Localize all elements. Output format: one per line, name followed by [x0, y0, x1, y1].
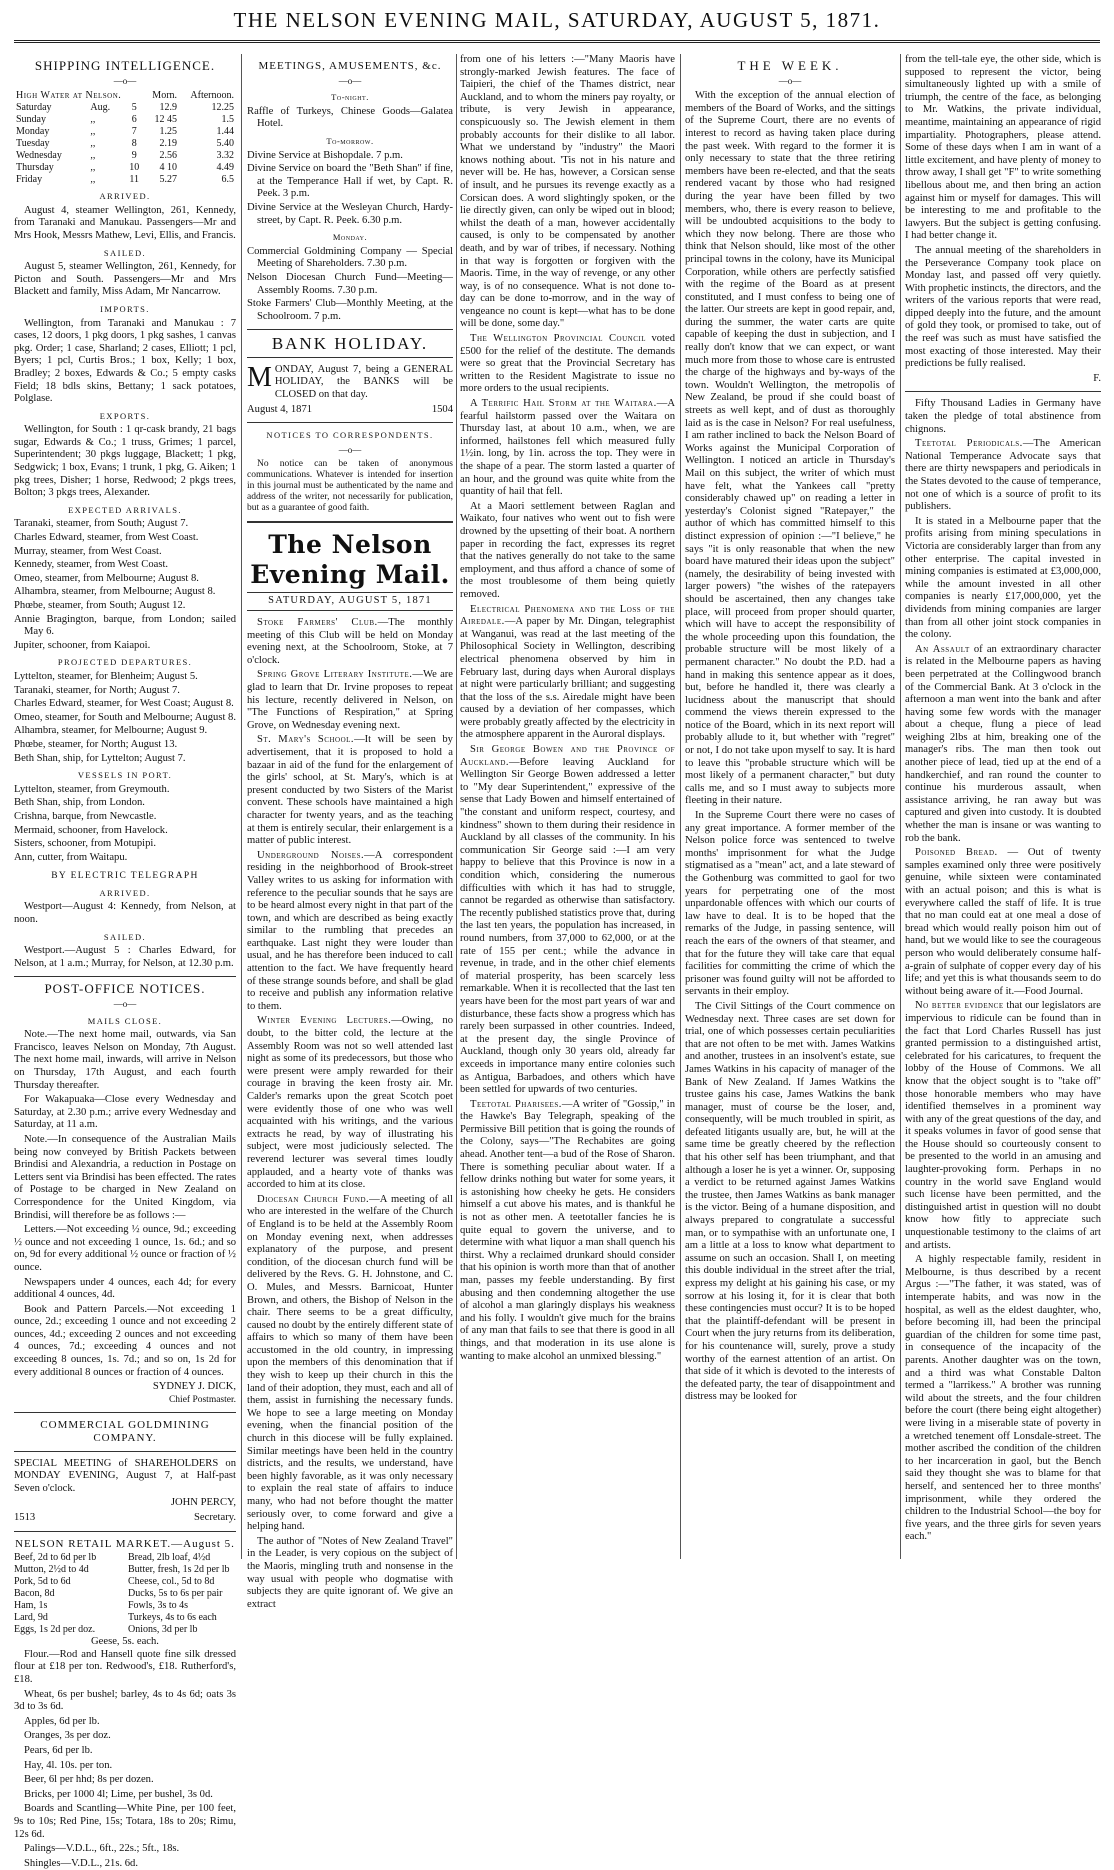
article-heading: Teetotal Periodicals.	[915, 438, 1023, 450]
tide-day: Sunday	[16, 114, 46, 126]
list-item: Fowls, 3s to 4s	[128, 1600, 189, 1612]
meetings-heading: MEETINGS, AMUSEMENTS, &c.	[258, 60, 442, 72]
list-item: Taranaki, steamer, for North; August 7.	[14, 684, 180, 696]
goldmining-signature-title: Secretary.	[194, 1512, 236, 1523]
post-signature: SYDNEY J. DICK,	[152, 1381, 236, 1393]
paper-date: SATURDAY, AUGUST 5, 1871	[247, 592, 453, 611]
article-body: —A paper by Mr. Dingan, telegraphist at Wanganui, was read at the last meeting of the Philosophical Society in Wellington, describing electrical phenomena observed by him in February last, during days when Auroral displays at night were particularly brilliant; and suggesting that the loss of the s.s. Airedale might have been caused by a deviation of her compasses, which were probably greatly affected by the electricity in the atmosphere apparent in the Auroral displays.	[460, 616, 675, 741]
mails-text: Book and Pattern Parcels.—Not exceeding 1 ounce, 2d.; exceeding 1 ounce and not exceeding 2 ounces, 4d.; exceeding 2 ounces and not exceeding 4 ounces, 7d.; exceeding 4 ounces and not exceeding 8 ounces, 1s. 7d.; and so on, 1s 2d for every additional 8 ounces or fraction of 4 ounces.	[14, 1303, 236, 1378]
article	[905, 644, 1101, 846]
tide-day: Tuesday	[16, 138, 50, 150]
tel-arrived-heading: ARRIVED.	[99, 887, 151, 898]
tide-col-morn: Morn.	[152, 90, 178, 102]
list-item: Pears, 6d per lb.	[24, 1744, 93, 1756]
paper-title: The Nelson Evening Mail.	[250, 530, 450, 590]
mails-text: Note.—The next home mail, outwards, via San Francisco, leaves Nelson on Monday, 7th August. The next home mail, inwards, will arrive in Nelson on Thursday, 17th August, and each fourth Thursday thereafter.	[14, 1029, 236, 1091]
tide-aft: 1.5	[221, 114, 234, 126]
tide-table	[14, 90, 236, 186]
list-item: Jupiter, schooner, from Kaiapoi.	[14, 639, 151, 651]
post-signature-title: Chief Postmaster.	[168, 1394, 236, 1405]
article: A highly respectable family, resident in Melbourne, is thus described by a recent Argus :—"The father, it was stated, was of intemperate habits, and was now in the hospital, as well as the eldest daughter, who, before becoming ill, had been the principal guardian of the children for some time past, in consequence of the incapacity of the parents. Another daughter was on the town, and a third was what Constable Dalton termed a "larrikess." A brother was running wild about the streets, and the four children before the court (there being eight altogether) were living in a miserable state of poverty in a wretched tenement off Lonsdale-street. The mother ascribed the condition of the children to her incarceration in gaol, but the Bench said they thought she was to blame for that herself, and sentenced her to three months' imprisonment, while they ordered the children to the Industrial School—the boy for five years, and the three girls for seven years each."	[905, 1254, 1101, 1543]
article-heading: A Terrific Hail Storm at the Waitara.	[470, 398, 657, 410]
list-item: Hay, 4l. 10s. per ton.	[24, 1759, 113, 1771]
list-item: Ham, 1s	[14, 1600, 48, 1612]
list-item: Flour.—Rod and Hansell quote fine silk dressed flour at £18 per ton. Redwood's, £18. Rutherford's, £18.	[14, 1648, 236, 1685]
article: The author of "Notes of New Zealand Travel" in the Leader, is very copious on the subject of the Maoris, mingling truth and nonsense in the way usual with people who dogmatise with subjects they are quite ignorant of. We give an extract	[247, 1535, 453, 1610]
article-heading: An Assault	[915, 643, 970, 655]
list-item: Boards and Scantling—White Pine, per 100 feet, 9s to 10s; Red Pine, 15s; Totara, 18s to 20s; Rimu, 12s 6d.	[14, 1803, 236, 1840]
list-item: Bricks, per 1000 4l; Lime, per bushel, 3s 0d.	[24, 1788, 213, 1800]
list-item: Mermaid, schooner, from Havelock.	[14, 824, 168, 836]
list-item: Bacon, 8d	[14, 1588, 55, 1600]
tide-date: 11	[129, 174, 140, 186]
market-prices	[14, 1552, 236, 1636]
list-item: Beef, 2d to 6d per lb	[14, 1552, 97, 1564]
column-divider	[456, 54, 457, 1559]
tide-morn: 5.27	[159, 174, 178, 186]
tide-month: ,,	[90, 162, 96, 174]
list-item: Alhambra, steamer, for Melbourne; August 9.	[14, 725, 208, 737]
arrived-heading: ARRIVED.	[99, 191, 151, 202]
list-item: Geese, 5s. each.	[91, 1636, 159, 1648]
goldmining-signature: JOHN PERCY,	[170, 1497, 236, 1509]
tide-row	[14, 102, 236, 114]
article-body: —The monthly meeting of this Club will be held on Monday evening next, at the Schoolroom, Stoke, at 7 o'clock.	[247, 617, 453, 666]
mails-text: Note.—In consequence of the Australian Mails being now conveyed by British Packets between Brindisi and Alexandria, a reduction in Postage on Letters sent via Brindisi has been effected. The rates of Postage to be charged in New Zealand on Correspondence for the United Kingdom, via Brindisi, will therefore be as follows :—	[14, 1133, 236, 1221]
article-body: —It will be seen by advertisement, that it is proposed to hold a bazaar in aid of the fund for the enlargement of the girls' school, at St. Mary's, which is at present conducted by two Sisters of the Marist convent. These schools have maintained a high character for twenty years, and as the teaching at them is entirely secular, their enlargement is a matter of public interest.	[247, 734, 453, 847]
column-5	[905, 54, 1101, 1559]
projected-heading: PROJECTED DEPARTURES.	[57, 657, 193, 668]
article	[460, 744, 675, 1097]
ornament: —o—	[778, 75, 802, 86]
article-body: —We are glad to learn that Dr. Irvine proposes to repeat his lecture, recently delivered in Nelson, on "The Functions of Respiration," at Spring Grove, on Wednesday evening next.	[247, 669, 453, 731]
ornament: —o—	[113, 999, 137, 1010]
article	[247, 734, 453, 847]
article-heading: Diocesan Church Fund.	[257, 1193, 370, 1205]
article-heading: Poisoned Bread.	[915, 847, 998, 859]
tide-month: ,,	[90, 174, 96, 186]
article	[905, 438, 1101, 514]
tide-date: 5	[131, 102, 137, 114]
article: The Civil Sittings of the Court commence on Wednesday next. Three cases are set down for trial, one of which possesses certain peculiarities that are not often to be met with. James Watkins and another, trustees in an insolvent's estate, sue James Watkins in his capacity of manager of the Bank of New Zealand. If James Watkins the trustee gains his case, James Watkins the bank manager, must of course be the loser, and, consequently, will be much troubled in spirit, as defeated litigants usually are, but, he will at the same time be greatly cheered by the reflection that his other self has been triumphant, and that although a loser he is yet a winner. Or, supposing a verdict to be returned against James Watkins the trustee, then James Watkins as bank manager is the victor. Being of a humane disposition, and always prepared to congratulate a successful man, or to sympathise with an unfortunate one, I am a little at a loss to know what department to assume on such an occasion. Shall I, on meeting this double individual in the street after the trial, express my delight at his gaining his case, or my sorrow at his losing it, for it is clear that both these contingencies must occur? It is to be hoped that the plaintiff-defendant will be present in Court when the jury returns from its deliberation, for his countenance will, surely, prove a study worthy of the earnest attention of an artist. On that side of it which is devoted to the interests of the defeated party, the tear of disappointment and distress may be looked for	[685, 1000, 895, 1403]
article-heading: No better evidence	[915, 1000, 1004, 1012]
goldmining-text: SPECIAL MEETING of SHAREHOLDERS on MONDAY EVENING, August 7, at Half-past Seven o'clock.	[14, 1457, 236, 1494]
tide-date: 7	[131, 126, 137, 138]
telegraph-heading: BY ELECTRIC TELEGRAPH	[51, 871, 199, 882]
list-item: Omeo, steamer, from Melbourne; August 8.	[14, 572, 199, 584]
divider	[14, 1412, 236, 1413]
list-item: Crishna, barque, from Newcastle.	[14, 810, 157, 822]
article	[247, 1015, 453, 1191]
article-body: of an extraordinary character is related in the Melbourne papers as having been perpetrated at the Collingwood branch of the Commercial Bank. At 3 o'clock in the afternoon a man went into the bank and after having some few words with the manager about a cheque, flung a piece of lead weighing 2lbs at him, breaking one of the manager's ribs. The man then took out another piece of lead, tied up at the end of a handkerchief, and ran round the counter to continue his murderous assault, when assistance arriving, he ran away but was captured and given into custody. It is doubted whether the man is insane or was wanting to rob the bank.	[905, 643, 1101, 844]
article-body: —A correspondent residing in the neighborhood of Brook-street Valley writes to us asking for information with reference to the peculiar sounds that he says are to be heard almost every night in that part of the town, and which are described as being exactly similar to the rumbling that precedes an earthquake. Last night they were louder than usual, and he has therefore been induced to call attention to the fact. We have frequently heard of these strange sounds before, and shall be glad to receive and publish any information relative to them.	[247, 849, 453, 1012]
mails-text: Letters.—Not exceeding ½ ounce, 9d.; exceeding ½ ounce and not exceeding 1 ounce, 1s. 6d.; and so on, 9d for every additional ½ ounce or fraction of ½ ounce.	[14, 1224, 236, 1273]
ad-number: 1513	[14, 1512, 36, 1523]
tel-sailed-heading: SAILED.	[103, 931, 147, 942]
article-body: voted £500 for the relief of the destitute. The demands were so great that the Provincial Secretary has written to the Resident Magistrate to issue no more orders to the usual recipients.	[460, 333, 676, 395]
divider	[905, 391, 1101, 392]
list-item: Oranges, 3s per doz.	[24, 1730, 111, 1742]
tide-month: Aug.	[90, 102, 111, 114]
divider	[14, 1451, 236, 1452]
tel-arrived-text: Westport—August 4: Kennedy, from Nelson, at noon.	[14, 901, 236, 926]
bank-holiday-text	[247, 361, 453, 402]
post-office-heading: POST-OFFICE NOTICES.	[44, 981, 206, 997]
article	[247, 850, 453, 1014]
tide-row	[14, 150, 236, 162]
list-item: Bread, 2lb loaf, 4½d	[128, 1552, 211, 1564]
list-item: Shingles—V.D.L., 21s. 6d.	[24, 1857, 138, 1869]
tide-aft: 1.44	[216, 126, 234, 138]
list-item: Raffle of Turkeys, Chinese Goods—Galatea Hotel.	[247, 105, 453, 130]
ornament: —o—	[338, 444, 362, 455]
list-item: Ann, cutter, from Waitapu.	[14, 851, 128, 863]
tomorrow-heading: To-morrow.	[326, 135, 374, 146]
tide-row	[14, 174, 236, 186]
list-item: Onions, 3d per lb	[128, 1624, 198, 1636]
article-heading: Winter Evening Lectures.	[257, 1015, 392, 1027]
tide-month: ,,	[90, 126, 96, 138]
tide-day: Thursday	[16, 162, 54, 174]
article-body: —A writer of "Gossip," in the Hawke's Bay Telegraph, speaking of the Permissive Bill petition that is going the rounds of the Colony, says—"The Rechabites are going ahead. Another tent—a bud of the Rose of Sharon. There is something peculiar about water. If a fellow drinks nothing but water for some years, it is astonishing how cheeky he gets. He considers himself a cut above his mates, and is thankful he is not as other men. A teetotaller fancies he is quite equal to govern the universe, and to determine with what liquor a man shall quench his thirst. Why a reclaimed drunkard should consider that his opinion is worth more than that of another man, passes my feeble understanding. By first abusing and then condemning altogether the use of alcohol a man glaringly displays his weakness and his folly. I wouldn't give much for the brains of any man that fails to see that there is good in all things, and that moderation in its use alone is wanting to make alcohol an unmixed blessing."	[460, 1098, 675, 1362]
article: In the Supreme Court there were no cases of any great importance. A former member of the Nelson police force was sentenced to twelve months' imprisonment for what the Judge stigmatised as a "mean" act, and a late steward of the Gothenburg was committed to gaol for two years for perpetrating one of the most unpardonable offences with which our courts of law have to deal. It is to be hoped that the remarks of the Judge, in passing sentence, will reach the ears of the owners of that steamer, and that for the future they will take care that equal facilities for committing the crime of which the prisoner was found guilty will not be afforded to servants in their employ.	[685, 810, 895, 998]
article-heading: Teetotal Pharisees.	[470, 1098, 562, 1110]
column-3	[460, 54, 675, 1559]
market-heading: NELSON RETAIL MARKET.—August 5.	[15, 1537, 235, 1550]
shipping-heading: SHIPPING INTELLIGENCE.	[34, 58, 216, 73]
tide-row	[14, 162, 236, 174]
article: The annual meeting of the shareholders in the Perseverance Company took place on Monday last, and passed off very quietly. With prophetic instincts, the directors, and the writers of the various reports that were read, dipped deeply into the future, and the amount of gold they took, or promised to take, out of the reef was such as must have satisfied the most exacting of those interested. May their predictions be fully realised.	[905, 244, 1101, 370]
goldmining-heading: COMMERCIAL GOLDMINING COMPANY.	[40, 1419, 210, 1445]
tide-row	[14, 126, 236, 138]
list-item: Phœbe, steamer, for North; August 13.	[14, 738, 178, 750]
article	[460, 1099, 675, 1363]
masthead-rule	[14, 40, 1100, 43]
list-item: Charles Edward, steamer, from West Coast.	[14, 532, 199, 544]
list-item: Wheat, 6s per bushel; barley, 4s to 4s 6d; oats 3s 3d to 3s 6d.	[14, 1688, 236, 1713]
sailed-heading: SAILED.	[103, 247, 147, 258]
exports-text: Wellington, for South : 1 qr-cask brandy, 21 bags sugar, Edwards & Co.; 1 truss, Grimes; 1 parcel, Superintendent; 30 pkgs luggage, Blackett; 1 pkg, Sedgwick; 1 box, Evans; 1 trunk, 1 pkg, G. Aiken; 1 pkg trees, Disher; 1 horse, Redwood; 2 pkgs trees, Bolton; 3 pkgs trees, Alexander.	[14, 424, 236, 499]
mails-text: Newspapers under 4 ounces, each 4d; for every additional 4 ounces, 4d.	[14, 1276, 236, 1301]
article	[247, 1194, 453, 1534]
article-signature: F.	[1093, 372, 1101, 384]
column-divider	[241, 54, 242, 1559]
list-item: Lyttelton, steamer, from Greymouth.	[14, 783, 170, 795]
bank-holiday-heading: BANK HOLIDAY.	[271, 334, 429, 354]
tide-morn: 12.9	[159, 102, 178, 114]
expected-heading: EXPECTED ARRIVALS.	[68, 504, 182, 515]
drop-cap: M	[247, 361, 272, 393]
mails-heading: MAILS CLOSE.	[87, 1015, 163, 1026]
article-body: —A fearful hailstorm passed over the Waitara on Thursday last, at about 10 a.m., when, we are informed, hailstones fell which measured fully 1½in. long, by 1in. across the top. They were in the shape of a pear. The storm lasted a quarter of an hour, and the ground was quite white from the quantity of hail that fell.	[460, 398, 675, 498]
list-item: Kennedy, steamer, from West Coast.	[14, 559, 169, 571]
monday-heading: Monday.	[332, 232, 368, 243]
article	[247, 617, 453, 667]
tide-day: Monday	[16, 126, 50, 138]
divider	[247, 521, 453, 523]
list-item: Murray, steamer, from West Coast.	[14, 545, 162, 557]
column-4	[685, 54, 895, 1559]
list-item: Cheese, col., 5d to 8d	[128, 1576, 215, 1588]
tide-day: Saturday	[16, 102, 52, 114]
list-item: Sisters, schooner, from Motupipi.	[14, 838, 156, 850]
list-item: Charles Edward, steamer, for West Coast; August 8.	[14, 698, 234, 710]
imports-heading: IMPORTS.	[100, 303, 150, 314]
column-divider	[680, 54, 681, 1559]
article: With the exception of the annual election of members of the Board of Works, and the sittings of the Supreme Court, there are no events of interest to record as having taken place during the past week. With regard to the former it is only necessary to state that the three retiring members have been re-elected, and that the seats rendered vacant by those who had resigned during the year have been filled by two members, who, there is every reason to believe, will be undoubted acquisitions to the body to which they now belong. There are those who think that Nelson should, like most of the other principal towns in the colony, have its Municipal Corporation, while others are perfectly satisfied with the regime of the Board as at present constituted, and I must confess to being one of the latter. Our streets are kept in good repair, and, during the summer, the water carts are quite capable of keeping the dust in subjection, and I really don't know that we can expect, or want much more from those to whose care is entrusted the charge of the highways and by-ways of the town. Wouldn't Wellington, the metropolis of New Zealand, be proud if she could boast of streets as well kept, and of dust as thoroughly laid as is the case in Nelson? For real usefulness, I am rather inclined to back the Nelson Board of Works against the Municipal Corporation of Wellington. I noticed an article in Thursday's Mail on this subject, the writer of which must have felt, what the Yankees call "pretty considerably chawed up" on reading a letter in yesterday's Colonist signed "Ratepayer," the author of which has committed himself to this distinct expression of opinion :—"I believe," he says "it is only reasonable that when the new board have matured their ideas upon the subject" (namely, the desirability of being invested with larger powers) "the wishes of the ratepayers should be ascertained, then any changes take place, will proceed from proper should quarter, which will have to accept the responsibility of the whole proceeding upon this foundation, the probable structure will be most likely of a permanent character." No doubt the P.D. had a hand in making this sentence appear as it does, but, before he handled it, there was clearly a lucidness about the manuscript that should commend the views therein expressed to the notice of the Board, which in its next report will probably allude to it, but whether with "regret" or not, I do not take upon myself to say. It is hard to leave this "probable structure which will be most likely of a permanent character," but duty calls me, and so I must away to subjects more fleeting in their nature.	[685, 90, 895, 807]
tide-col-aft: Afternoon.	[190, 90, 234, 102]
article: At a Maori settlement between Raglan and Waikato, four natives who went out to fish were drowned by the upsetting of their boat. A northern paper in recording the fact, expresses its regret that the natives generally do not take to the same employment, and thus afford a chance of some of the most troublesome of them being quietly removed.	[460, 500, 675, 600]
tide-aft: 4.49	[216, 162, 234, 174]
list-item: Omeo, steamer, for South and Melbourne; August 8.	[14, 711, 237, 723]
column-1	[14, 54, 237, 1869]
tide-row	[14, 114, 236, 126]
list-item: Beer, 6l per hhd; 8s per dozen.	[24, 1774, 154, 1786]
list-item: Divine Service at Bishopdale. 7 p.m.	[247, 149, 403, 161]
the-week-heading: THE WEEK.	[737, 58, 843, 73]
article: from one of his letters :—"Many Maoris have strongly-marked Jewish features. The face of Taipieri, the chief of the Thames district, near Auckland, and to whom the miners pay royalty, or tribute, is very Jewish in appearance, conspicuously so. The Jewish element in them probably accounts for their dislike to all labor. What we understand by "industry" the Maori knows nothing about. 'Tis not in his nature and never will be. He has, however, a Corsican sense of insult, and he pursues its revenge exactly as a Corsican does. A word slightingly spoken, or the lie directly given, can only be wiped out in blood; whilst the death of a man, however accidentally caused, is only to be compensated by another death, and by war of tribes, if necessary. Nothing in that way is forgotten or forgiven with the Maoris. Time, in the way of revenge, or any other way, is of no consequence. What is not done to-day can be done to-morrow, and in the way of vengeance no count is kept—what has to be done will be done, some day."	[460, 54, 675, 330]
article-heading: Sir George Bowen and the Province of Auckland.	[460, 744, 675, 768]
article-heading: St. Mary's School.	[257, 734, 355, 746]
list-item: Lard, 9d	[14, 1612, 48, 1624]
list-item: Beth Shan, ship, for Lyttelton; August 7.	[14, 752, 186, 764]
article-heading: Stoke Farmers' Club.	[257, 617, 378, 629]
column-divider	[900, 54, 901, 1559]
tide-aft: 6.5	[221, 174, 234, 186]
divider	[14, 1531, 236, 1532]
list-item: Turkeys, 4s to 6s each	[128, 1612, 217, 1624]
article	[460, 398, 675, 499]
inport-heading: VESSELS IN PORT.	[77, 770, 173, 781]
tide-month: ,,	[90, 138, 96, 150]
ornament: —o—	[113, 75, 137, 86]
bank-date: August 4, 1871	[247, 403, 313, 415]
article-heading: The Wellington Provincial Council	[470, 333, 646, 345]
column-2	[247, 54, 453, 1610]
divider	[247, 329, 453, 330]
article-heading: Underground Noises.	[257, 849, 365, 861]
list-item: Commercial Goldmining Company — Special Meeting of Shareholders. 7.30 p.m.	[247, 245, 453, 270]
sailed-text: August 5, steamer Wellington, 261, Kennedy, for Picton and South. Passengers—Mr and Mrs Blackett and family, Miss Adam, Mr Nancarrow.	[14, 261, 236, 298]
masthead: THE NELSON EVENING MAIL, SATURDAY, AUGUST 5, 1871.	[233, 8, 881, 32]
list-item: Palings—V.D.L., 6ft., 22s.; 5ft., 18s.	[24, 1843, 180, 1855]
article-heading: Spring Grove Literary Institute.	[257, 669, 413, 681]
tide-date: 9	[131, 150, 137, 162]
bank-holiday-body: ONDAY, August 7, being a GENERAL HOLIDAY, the BANKS will be CLOSED on that day.	[274, 363, 453, 401]
list-item: Annie Bragington, barque, from London; sailed May 6.	[14, 613, 236, 638]
list-item: Eggs, 1s 2d per doz.	[14, 1624, 96, 1636]
tide-morn: 12 45	[154, 114, 178, 126]
tide-month: ,,	[90, 150, 96, 162]
divider	[247, 422, 453, 423]
list-item: Lyttelton, steamer, for Blenheim; August 5.	[14, 670, 198, 682]
list-item: Divine Service on board the "Beth Shan" if fine, at the Temperance Hall if wet, by Capt. R. Peek. 3 p.m.	[247, 163, 453, 200]
tide-aft: 12.25	[211, 102, 234, 114]
list-item: Pork, 5d to 6d	[14, 1576, 71, 1588]
list-item: Mutton, 2½d to 4d	[14, 1564, 89, 1576]
tide-heading: High Water at Nelson.	[16, 90, 122, 102]
correspondents-heading: NOTICES TO CORRESPONDENTS.	[266, 430, 434, 441]
imports-text: Wellington, from Taranaki and Manukau : 7 cases, 12 doors, 1 pkg doors, 1 pkg sashes, 1 canvas pkg. Order; 1 case, Sharland; 2 cases, Elliott; 1 pcl, Byers; 1 pcl, Curtis Bros.; 1 box, Kelly; 1 box, Bradley; 2 boxes, Edwards & Co.; 5 empty casks Field; 18 bdls skins, Bettany; 1 sack potatoes, Polglase.	[14, 317, 236, 405]
article	[905, 847, 1101, 998]
ornament: —o—	[338, 75, 362, 86]
tide-aft: 5.40	[216, 138, 234, 150]
ad-number: 1504	[431, 403, 453, 415]
list-item: Divine Service at the Wesleyan Church, Hardy-street, by Capt. R. Peek. 6.30 p.m.	[247, 201, 453, 226]
mails-text: For Wakapuaka—Close every Wednesday and Saturday, at 2.30 p.m.; arrive every Wednesday and Saturday, at 11 a.m.	[14, 1094, 236, 1131]
article: It is stated in a Melbourne paper that the profits arising from mining speculations in Victoria are considerably larger than from any other enterprise. The capital invested in mining companies is estimated at £3,000,000, while the amount invested in all other companies is nearly £17,000,000, yet the dividends from mining companies are larger than from all other joint stock companies in the colony.	[905, 515, 1101, 641]
list-item: Butter, fresh, 1s 2d per lb	[128, 1564, 230, 1576]
article-body: that our legislators are impervious to ridicule can be found than in the fact that Lord Charles Russell has just granted permission to a distinguished artist, celebrated for his caricatures, to frequent the lobby of the House of Commons. We all know that the object sought is to "take off" those honorable members who may have identified themselves in a prominent way with any of the great questions of the day, and it speaks volumes in favor of good sense that the House should so courteously consent to be presented to the world in an amusing and laughter-provoking form. Perhaps in no country in the world save England would such license have been permitted, and the distinguished artist in question will no doubt know how fitly to appreciate such unquestionable testimony to the claims of art and artists.	[905, 1000, 1102, 1251]
article	[460, 604, 675, 743]
tide-row	[14, 138, 236, 150]
tel-sailed-text: Westport.—August 5 : Charles Edward, for Nelson, at 1 a.m.; Murray, for Nelson, at 12.30 p.m.	[14, 945, 236, 969]
list-item: Beth Shan, ship, from London.	[14, 797, 145, 809]
tide-date: 8	[131, 138, 137, 150]
tide-morn: 4 10	[159, 162, 178, 174]
correspondents-text: No notice can be taken of anonymous communications. Whatever is intended for insertion in this journal must be authenticated by the name and address of the writer, not necessarily for publication, but as a guarantee of good faith.	[247, 459, 453, 514]
list-item: Stoke Farmers' Club—Monthly Meeting, at the Schoolroom. 7 p.m.	[247, 298, 453, 322]
tide-morn: 2.19	[159, 138, 178, 150]
exports-heading: EXPORTS.	[99, 410, 151, 421]
list-item: Taranaki, steamer, from South; August 7.	[14, 518, 189, 530]
list-item: Ducks, 5s to 6s per pair	[128, 1588, 223, 1600]
tide-morn: 2.56	[159, 150, 178, 162]
tide-aft: 3.32	[216, 150, 234, 162]
tide-day: Friday	[16, 174, 43, 186]
list-item: Phœbe, steamer, from South; August 12.	[14, 600, 186, 611]
list-item: Nelson Diocesan Church Fund—Meeting—Assembly Rooms. 7.30 p.m.	[247, 271, 453, 296]
tide-date: 10	[129, 162, 140, 174]
divider	[247, 357, 453, 358]
list-item: Apples, 6d per lb.	[24, 1715, 100, 1727]
article-body: —The American National Temperance Advocate says that there are thirty newspapers and periodicals in the States devoted to the cause of temperance, not one of which is a source of profit to its publishers.	[905, 438, 1101, 513]
tide-morn: 1.25	[159, 126, 178, 138]
article	[247, 669, 453, 732]
article-heading: Electrical Phenomena and the Loss of the Airedale.	[460, 603, 675, 628]
tide-day: Wednesday	[16, 150, 62, 162]
article-body: —Before leaving Auckland for Wellington Sir George Bowen addressed a letter to "My dear Superintendent," expressive of the sense that Lady Bowen and himself entertained of "the constant and uniform respect, courtesy, and kindness" shown to them during their residence in Auckland by all classes of the community. In his communication Sir George said :—I am very happy to believe that this Province is now in a condition which, considering the numerous difficulties with which it has had to struggle, cannot be regarded as otherwise than satisfactory. The recently published statistics prove that, during the last ten years, the population has increased, in round numbers, from 37,000 to 62,000, or at the rate of 155 per cent.; while the advance in revenue, in trade, and in the other chief elements of material prosperity, has been scarcely less remarkable. When it is recollected that the last ten years have been for the most part years of war and disturbance, these facts show a progress which has rarely been surpassed in other countries. Indeed, at the present day, the single Province of Auckland, though only 30 years old, already far exceeds in importance many entire colonies such as Antigua, Barbadoes, and others which have been settled for upwards of two centuries.	[460, 756, 675, 1096]
article: from the tell-tale eye, the other side, which is supposed to represent the victor, being simultaneously lighted up with a smile of triumph, the centre of the face, as belonging to Mr. Watkins, the private individual, meantime, maintaining an appearance of rigid impartiality. Photographers, please attend. Some of these days when I am in want of a little excitement, and have plenty of money to throw away, I shall get "F" to write something libellous about me, and then bring an action against him or myself for damages. This will be interesting to me and profitable to the lawyers. But the subject is getting confusing. I had better change it.	[905, 54, 1101, 242]
tide-month: ,,	[90, 114, 96, 126]
article	[460, 333, 675, 396]
tide-date: 6	[131, 114, 137, 126]
list-item: Alhambra, steamer, from Melbourne; August 8.	[14, 586, 216, 598]
arrived-text: August 4, steamer Wellington, 261, Kennedy, from Taranaki and Manukau. Passengers—Mr and Mrs Hook, Messrs Mathew, Levi, Ellis, and Francis.	[14, 204, 236, 241]
tonight-heading: To-night.	[331, 92, 369, 103]
article	[905, 1000, 1101, 1252]
article: Fifty Thousand Ladies in Germany have taken the pledge of total abstinence from chignons.	[905, 398, 1101, 435]
divider	[14, 976, 236, 977]
article-body: —Owing, no doubt, to the bitter cold, the lecture at the Assembly Room was not so well attended last night as some of its predecessors, but those who were present were amply rewarded for their courage in braving the keen frosty air. Mr. Calder's remarks upon the great Scotch poet were evidently those of one who was well acquainted with his writings, and the various extracts he read, by way of illustrating his subject, were most judiciously selected. The reverend lecturer was several times loudly applauded, and a hearty vote of thanks was accorded to him at its close.	[247, 1015, 453, 1191]
article-body: — Out of twenty samples examined only three were positively genuine, while sixteen were contaminated with an actual poison; and this is what is everywhere called the staff of life. It is true that no man could eat at one meal a dose of bread which would really poison him out of hand, but we would like to see the courageous person who would deliberately consume half-a-grain of sulphate of copper every day of his life; and yet this is what thousands seem to do without being aware of it.—Food Journal.	[905, 847, 1101, 997]
article-body: —A meeting of all who are interested in the welfare of the Church of England is to be held at the Assembly Room on Monday evening next, when addresses explanatory of the purpose, and present condition, of the diocesan church fund will be delivered by the Revs. G. H. Johnstone, and C. O. Mules, and Messrs. Barnicoat, Hunter Brown, and others, the Bishop of Nelson in the chair. There seems to be a great difficulty, caused no doubt by the entirely different state of affairs to which so many of them have been accustomed in the old country, in impressing upon the members of this denomination that if they wish to keep up their church in this the land of their adoption, they must, each and all of them, assist in furnishing the necessary funds. We hope to see a large meeting on Monday evening, when the financial position of the church in this diocese will be fully explained. Similar meetings have been held in the country districts, and the results, we understand, have been highly favorable, as it was only necessary to explain the real state of affairs to induce many, who had not before thought the matter seriously over, to come forward and give a helping hand.	[247, 1193, 453, 1533]
